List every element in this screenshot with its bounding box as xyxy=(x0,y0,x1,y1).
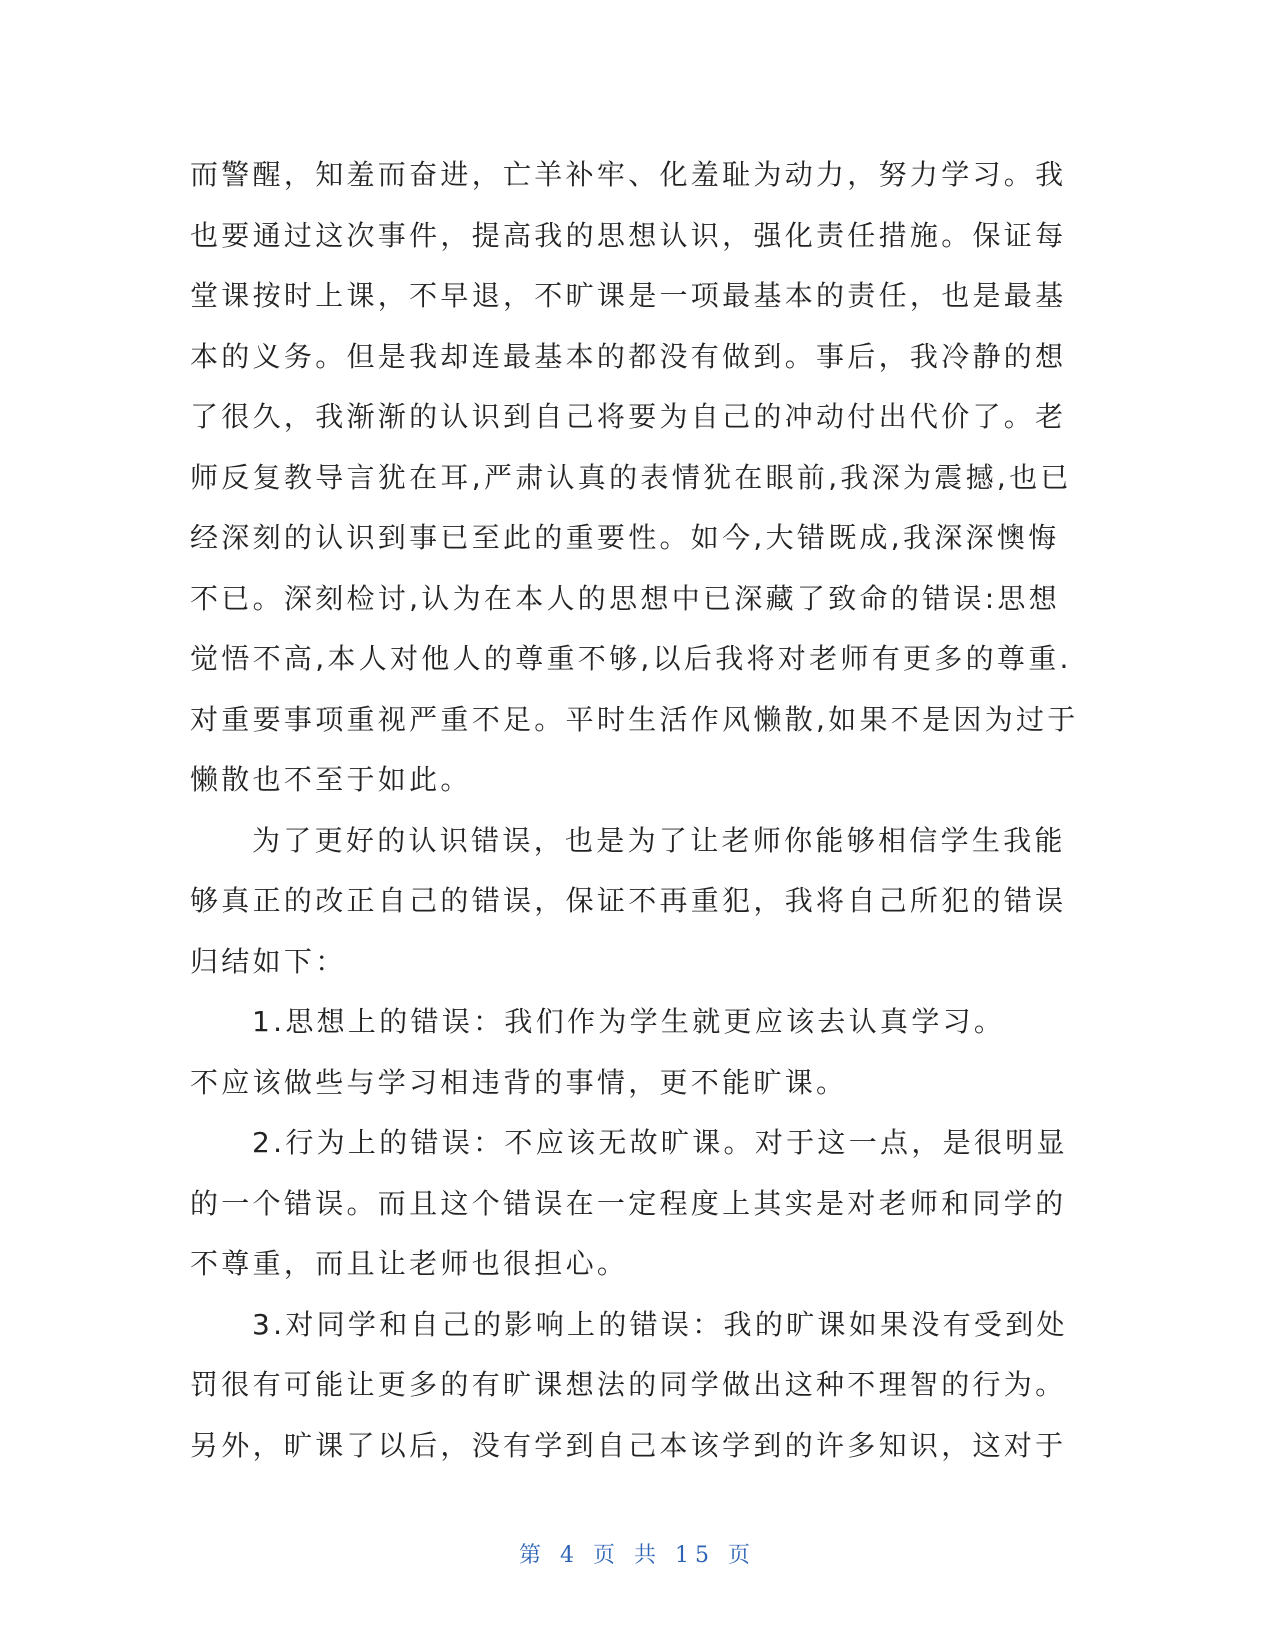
text-line: 也要通过这次事件，提高我的思想认识，强化责任措施。保证每 xyxy=(190,218,1067,252)
paragraph-3 xyxy=(190,992,1070,1113)
footer-suffix: 页 xyxy=(728,1543,757,1568)
text-line: 懒散也不至于如此。 xyxy=(190,763,472,796)
text-line: 师反复教导言犹在耳,严肃认真的表情犹在眼前,我深为震撼,也已 xyxy=(190,460,1072,494)
text-line: 本的义务。但是我却连最基本的都没有做到。事后，我冷静的想 xyxy=(190,339,1067,373)
text-line: 经深刻的认识到事已至此的重要性。如今,大错既成,我深深懊悔 xyxy=(190,521,1060,554)
text-line: 2.行为上的错误：不应该无故旷课。对于这一点，是很明显 xyxy=(252,1126,1068,1159)
paragraph-1 xyxy=(190,145,1079,811)
text-line: 为了更好的认识错误，也是为了让老师你能够相信学生我能 xyxy=(252,823,1066,857)
text-line: 觉悟不高,本人对他人的尊重不够,以后我将对老师有更多的尊重. xyxy=(190,642,1072,675)
text-line: 不已。深刻检讨,认为在本人的思想中已深藏了致命的错误:思想 xyxy=(190,581,1061,615)
paragraph-2 xyxy=(190,811,1070,993)
paragraph-5 xyxy=(190,1295,1070,1477)
text-line: 够真正的改正自己的错误，保证不再重犯，我将自己所犯的错误 xyxy=(190,884,1067,917)
text-line: 的一个错误。而且这个错误在一定程度上其实是对老师和同学的 xyxy=(190,1186,1067,1220)
text-line: 1.思想上的错误：我们作为学生就更应该去认真学习。 xyxy=(252,1005,1006,1038)
text-line: 而警醒，知羞而奋进，亡羊补牢、化羞耻为动力，努力学习。我 xyxy=(190,158,1067,191)
text-line: 对重要事项重视严重不足。平时生活作风懒散,如果不是因为过于 xyxy=(190,702,1079,736)
footer-page-number: 4 xyxy=(560,1543,580,1568)
text-line: 堂课按时上课，不早退，不旷课是一项最基本的责任，也是最基 xyxy=(190,279,1067,312)
text-line: 不应该做些与学习相违背的事情，更不能旷课。 xyxy=(190,1065,848,1099)
text-line: 罚很有可能让更多的有旷课想法的同学做出这种不理智的行为。 xyxy=(190,1368,1067,1401)
text-line: 3.对同学和自己的影响上的错误：我的旷课如果没有受到处 xyxy=(252,1307,1068,1341)
footer-middle: 页 共 xyxy=(593,1543,662,1568)
text-line: 另外，旷课了以后，没有学到自己本该学到的许多知识，这对于 xyxy=(190,1428,1067,1462)
page-footer xyxy=(0,1538,1275,1569)
text-line: 了很久，我渐渐的认识到自己将要为自己的冲动付出代价了。老 xyxy=(190,400,1067,433)
document-body xyxy=(190,145,1079,1476)
text-line: 不尊重，而且让老师也很担心。 xyxy=(190,1247,629,1280)
text-line: 归结如下： xyxy=(190,944,347,978)
footer-prefix: 第 xyxy=(518,1543,547,1568)
paragraph-4 xyxy=(190,1113,1070,1295)
footer-total-pages: 15 xyxy=(675,1543,715,1568)
